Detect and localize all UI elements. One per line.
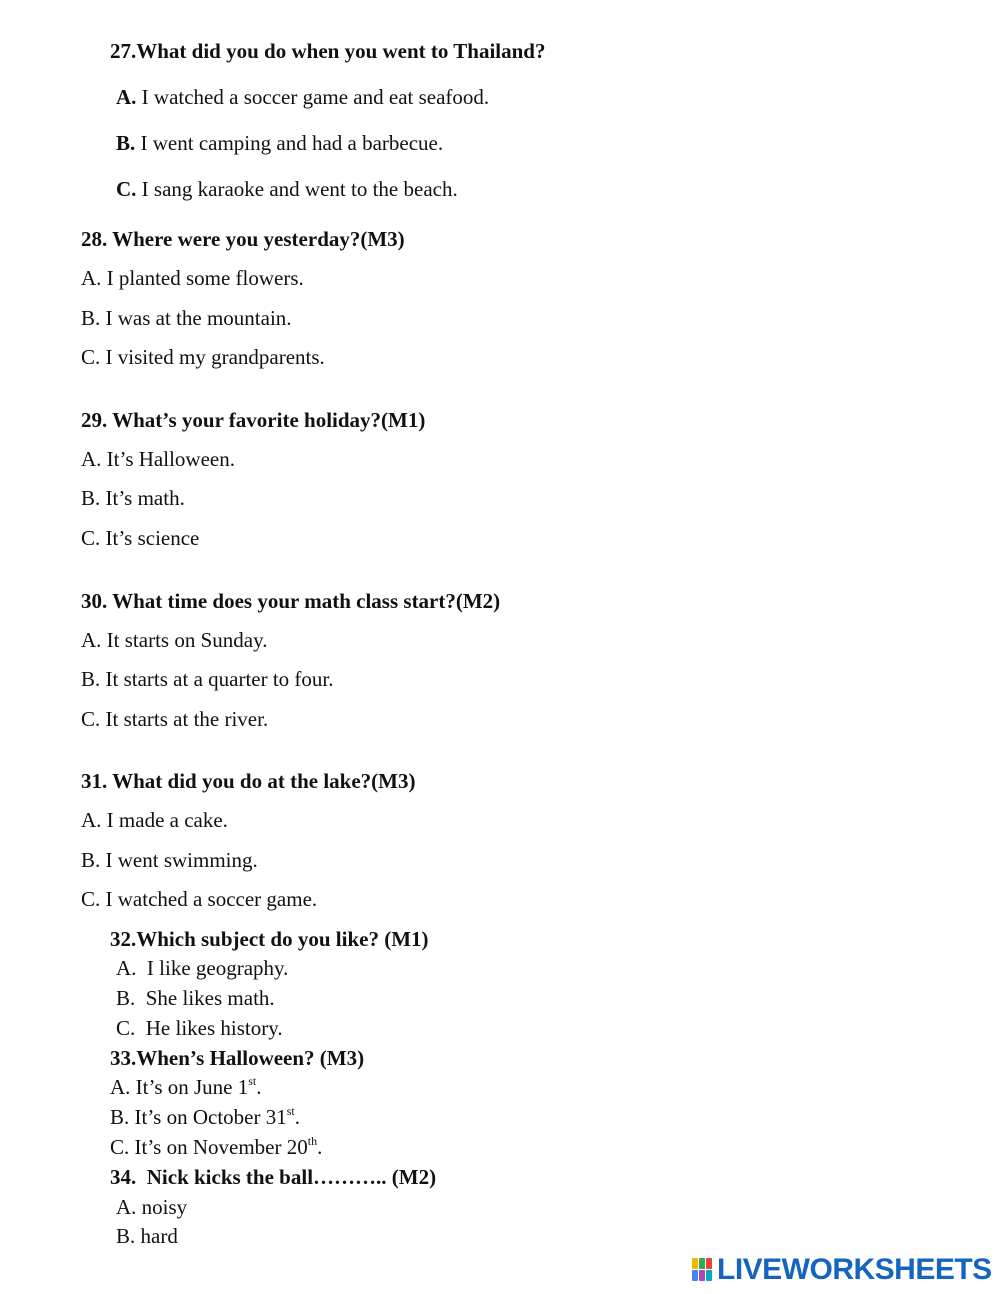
liveworksheets-logo-icon	[692, 1258, 714, 1282]
logo-text: LIVEWORKSHEETS	[717, 1253, 992, 1286]
option-30-b[interactable]: B. It starts at a quarter to four.	[81, 667, 334, 691]
question-34: 34. Nick kicks the ball……….. (M2)	[110, 1165, 437, 1189]
option-28-b[interactable]: B. I was at the mountain.	[81, 306, 292, 330]
liveworksheets-logo[interactable]	[692, 1253, 992, 1286]
option-29-b[interactable]: B. It’s math.	[81, 486, 185, 510]
question-29: 29. What’s your favorite holiday?(M1)	[81, 408, 426, 432]
option-27-b[interactable]: B. I went camping and had a barbecue.	[116, 131, 444, 155]
option-29-c[interactable]: C. It’s science	[81, 526, 200, 550]
option-28-a[interactable]: A. I planted some flowers.	[81, 266, 304, 290]
option-31-b[interactable]: B. I went swimming.	[81, 848, 258, 872]
question-27: 27.What did you do when you went to Thailand?	[110, 39, 546, 63]
option-30-c[interactable]: C. It starts at the river.	[81, 707, 269, 731]
option-29-a[interactable]: A. It’s Halloween.	[81, 447, 235, 471]
option-33-b[interactable]: B. It’s on October 31st.	[110, 1104, 300, 1129]
option-32-c[interactable]: C. He likes history.	[116, 1016, 283, 1040]
option-34-a[interactable]: A. noisy	[116, 1195, 188, 1219]
question-32: 32.Which subject do you like? (M1)	[110, 927, 429, 951]
question-30: 30. What time does your math class start?(M2)	[81, 589, 501, 613]
question-28: 28. Where were you yesterday?(M3)	[81, 227, 405, 251]
option-27-c[interactable]: C. I sang karaoke and went to the beach.	[116, 177, 458, 201]
option-31-c[interactable]: C. I watched a soccer game.	[81, 887, 318, 911]
option-28-c[interactable]: C. I visited my grandparents.	[81, 345, 325, 369]
option-31-a[interactable]: A. I made a cake.	[81, 808, 228, 832]
option-32-a[interactable]: A. I like geography.	[116, 956, 289, 980]
question-33: 33.When’s Halloween? (M3)	[110, 1046, 365, 1070]
option-30-a[interactable]: A. It starts on Sunday.	[81, 628, 268, 652]
option-32-b[interactable]: B. She likes math.	[116, 986, 275, 1010]
question-31: 31. What did you do at the lake?(M3)	[81, 769, 416, 793]
option-33-a[interactable]: A. It’s on June 1st.	[110, 1074, 262, 1099]
option-33-c[interactable]: C. It’s on November 20th.	[110, 1134, 323, 1159]
option-34-b[interactable]: B. hard	[116, 1224, 178, 1248]
option-27-a[interactable]: A. I watched a soccer game and eat seafood.	[116, 85, 490, 109]
